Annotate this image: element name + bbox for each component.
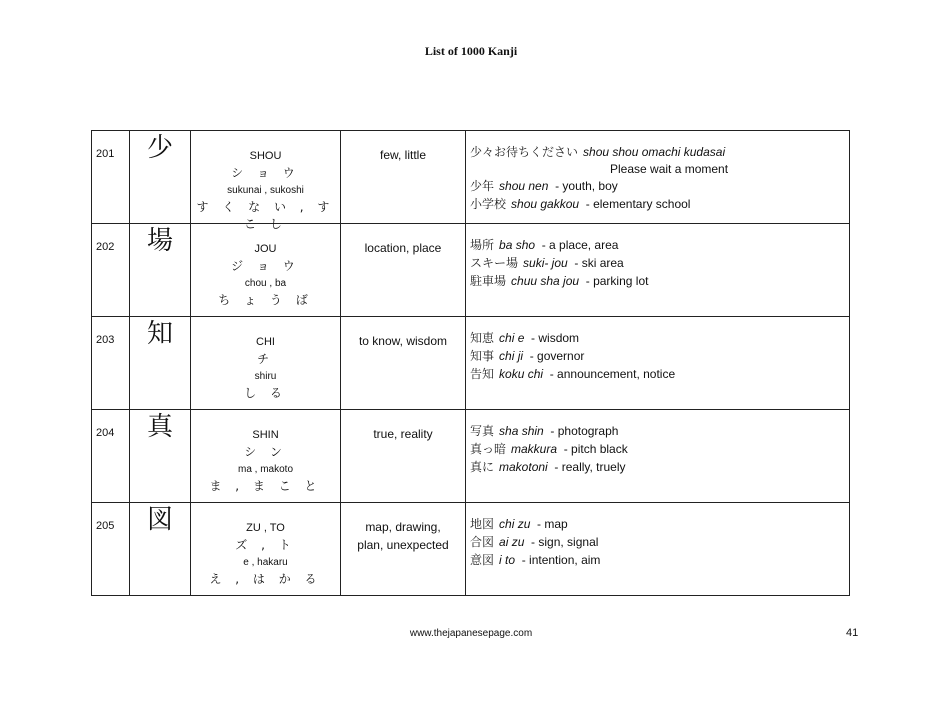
kanji-row <box>92 317 849 410</box>
kanji-meaning <box>341 410 465 502</box>
example-meaning: - map <box>537 517 568 531</box>
kun-reading-romaji: sukunai , sukoshi <box>227 185 304 196</box>
example-romaji: ai zu <box>499 535 525 549</box>
example-words <box>466 224 848 316</box>
example-romaji: chi ji <box>499 349 524 363</box>
kanji-readings <box>191 131 340 231</box>
example-japanese: 写真 <box>470 424 495 438</box>
example-item <box>470 347 848 365</box>
on-reading-romaji: CHI <box>256 336 275 348</box>
kanji-number: 203 <box>96 334 115 346</box>
kanji-meaning <box>341 224 465 316</box>
meaning-line: to know, wisdom <box>358 334 448 348</box>
example-meaning: - youth, boy <box>555 179 618 193</box>
on-reading-romaji: SHOU <box>249 150 282 162</box>
on-reading-kana: チ <box>256 352 274 366</box>
example-meaning: - announcement, notice <box>549 367 676 381</box>
example-romaji: shou gakkou <box>511 197 580 211</box>
example-meaning: - pitch black <box>563 442 628 456</box>
kun-reading-romaji: chou , ba <box>244 278 287 289</box>
kun-reading-kana: え , は か る <box>209 572 322 586</box>
kun-reading-kana: し る <box>244 386 287 400</box>
kun-reading-kana: す く な い , す こ し <box>196 200 335 231</box>
kanji-number: 201 <box>96 148 115 160</box>
example-japanese: 告知 <box>470 367 495 381</box>
example-meaning: - sign, signal <box>531 535 599 549</box>
kanji-row <box>92 224 849 317</box>
example-romaji: makotoni <box>499 460 548 474</box>
example-item <box>470 143 848 161</box>
example-words <box>466 410 848 502</box>
on-reading-romaji: JOU <box>254 243 277 255</box>
kanji-row <box>92 503 849 596</box>
example-words <box>466 503 848 596</box>
kanji-number: 204 <box>96 427 115 439</box>
example-item <box>470 533 848 551</box>
kanji-readings <box>191 224 340 316</box>
kanji-meaning <box>341 503 465 596</box>
kanji-readings <box>191 503 340 596</box>
example-romaji: chi e <box>499 331 525 345</box>
example-item <box>470 272 848 290</box>
example-item <box>470 458 848 476</box>
on-reading-kana: ジ ョ ウ <box>231 259 300 273</box>
footer-url: www.thejapanesepage.com <box>409 628 533 639</box>
kanji-meaning <box>341 317 465 409</box>
kanji-readings <box>191 410 340 502</box>
example-meaning: - photograph <box>550 424 619 438</box>
example-japanese: 知事 <box>470 349 495 363</box>
kanji-number: 205 <box>96 520 115 532</box>
kanji-table <box>91 130 850 596</box>
example-words <box>466 317 848 409</box>
kanji-number: 202 <box>96 241 115 253</box>
kanji-row <box>92 410 849 503</box>
kanji-character: 図 <box>147 505 174 535</box>
example-item <box>470 195 848 213</box>
example-item <box>470 236 848 254</box>
kun-reading-romaji: ma , makoto <box>237 464 294 475</box>
example-japanese: 少年 <box>470 179 495 193</box>
meaning-line: location, place <box>364 241 442 255</box>
example-translation: Please wait a moment <box>610 162 729 176</box>
kanji-character: 少 <box>147 133 174 163</box>
example-item <box>470 515 848 533</box>
kun-reading-kana: ま , ま こ と <box>209 479 322 493</box>
example-japanese: 少々お待ちください <box>470 145 579 159</box>
on-reading-kana: ズ , ト <box>235 538 296 552</box>
example-japanese: 地図 <box>470 517 495 531</box>
example-romaji: makkura <box>511 442 558 456</box>
example-romaji: suki- jou <box>523 256 568 270</box>
example-meaning: - intention, aim <box>521 553 601 567</box>
example-meaning: - ski area <box>574 256 624 270</box>
example-romaji: i to <box>499 553 516 567</box>
example-item <box>470 551 848 569</box>
kanji-character: 知 <box>147 319 174 349</box>
kanji-readings <box>191 317 340 409</box>
example-romaji: shou nen <box>499 179 549 193</box>
meaning-line: plan, unexpected <box>357 538 449 552</box>
kanji-character: 場 <box>147 226 174 256</box>
example-meaning: - wisdom <box>531 331 580 345</box>
example-words <box>466 131 848 223</box>
page-number: 41 <box>846 627 859 639</box>
example-item <box>470 422 848 440</box>
example-item <box>470 440 848 458</box>
example-japanese: 知恵 <box>470 331 495 345</box>
example-meaning: - parking lot <box>585 274 649 288</box>
meaning-line: map, drawing, <box>365 520 441 534</box>
example-item <box>470 177 848 195</box>
page-title: List of 1000 Kanji <box>424 44 518 58</box>
kanji-meaning <box>341 131 465 223</box>
example-item <box>470 365 848 383</box>
example-romaji: sha shin <box>499 424 544 438</box>
kun-reading-romaji: shiru <box>254 371 277 382</box>
on-reading-romaji: SHIN <box>252 429 279 441</box>
kun-reading-romaji: e , hakaru <box>243 557 288 568</box>
example-japanese: 意図 <box>470 553 495 567</box>
example-romaji: shou shou omachi kudasai <box>583 145 726 159</box>
example-meaning: - really, truely <box>554 460 626 474</box>
meaning-line: true, reality <box>373 427 433 441</box>
example-japanese: 場所 <box>470 238 495 252</box>
example-meaning: - governor <box>529 349 585 363</box>
kanji-row <box>92 131 849 231</box>
example-japanese: 合図 <box>470 535 495 549</box>
example-romaji: chi zu <box>499 517 531 531</box>
kun-reading-kana: ち ょ う ば <box>218 293 313 307</box>
kanji-character: 真 <box>147 412 174 442</box>
example-japanese: 真に <box>470 460 495 474</box>
on-reading-kana: シ ン <box>244 445 287 459</box>
example-meaning: - a place, area <box>541 238 619 252</box>
meaning-line: few, little <box>379 148 427 162</box>
example-romaji: ba sho <box>499 238 536 252</box>
example-meaning: - elementary school <box>585 197 691 211</box>
example-japanese: 駐車場 <box>470 274 507 288</box>
example-romaji: chuu sha jou <box>511 274 580 288</box>
example-item <box>470 329 848 347</box>
example-item <box>470 254 848 272</box>
example-japanese: 小学校 <box>470 197 507 211</box>
on-reading-romaji: ZU , TO <box>246 522 285 534</box>
example-romaji: koku chi <box>499 367 544 381</box>
example-japanese: 真っ暗 <box>470 442 507 456</box>
on-reading-kana: シ ョ ウ <box>231 166 300 180</box>
example-japanese: スキー場 <box>470 256 519 270</box>
